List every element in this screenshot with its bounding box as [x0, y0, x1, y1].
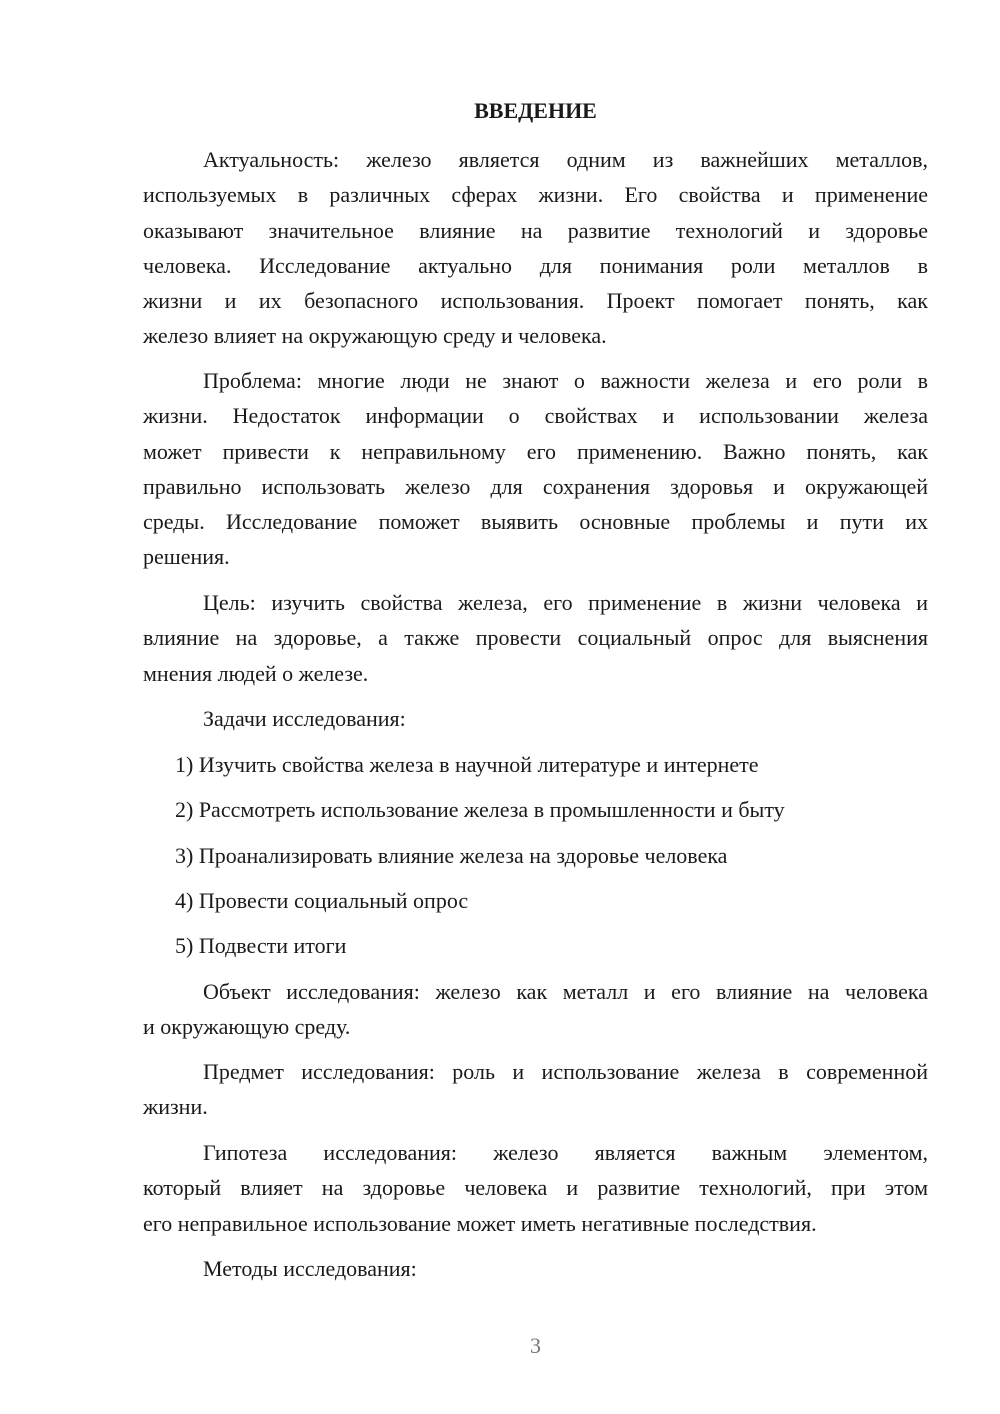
text-line: Предмет исследования: роль и использование железа в современной	[203, 1059, 928, 1084]
paragraph-problem	[143, 363, 928, 575]
text-line: Задачи исследования:	[203, 706, 406, 731]
text-line: решения.	[143, 544, 230, 570]
text-line: оказывают значительное влияние на развитие технологий и здоровье	[143, 217, 928, 243]
text-line: жизни.	[143, 1094, 208, 1120]
text-line: Актуальность: железо является одним из важнейших металлов,	[203, 147, 928, 172]
text-line: который влияет на здоровье человека и развитие технологий, при этом	[143, 1175, 928, 1201]
text-line: его неправильное использование может иметь негативные последствия.	[143, 1210, 817, 1236]
text-line: Гипотеза исследования: железо является важным элементом,	[203, 1140, 928, 1165]
page-number: 3	[530, 1333, 541, 1358]
text-line: используемых в различных сферах жизни. Его свойства и применение	[143, 182, 928, 208]
text-line: жизни и их безопасного использования. Проект помогает понять, как	[143, 288, 928, 314]
paragraph-tasks-heading	[143, 701, 928, 736]
section-title: ВВЕДЕНИЕ	[474, 98, 597, 123]
text-line: Объект исследования: железо как металл и его влияние на человека	[203, 979, 928, 1004]
text-line: среды. Исследование поможет выявить основные проблемы и пути их	[143, 509, 928, 535]
task-list-item: 4) Провести социальный опрос	[175, 888, 469, 913]
paragraph-goal	[143, 585, 928, 691]
text-line: железо влияет на окружающую среду и человека.	[143, 323, 607, 349]
text-line: может привести к неправильному его применению. Важно понять, как	[143, 438, 928, 464]
paragraph-subject	[143, 1054, 928, 1125]
text-line: жизни. Недостаток информации о свойствах и использовании железа	[143, 403, 928, 429]
text-line: Цель: изучить свойства железа, его применение в жизни человека и	[203, 590, 928, 615]
text-line: мнения людей о железе.	[143, 660, 369, 686]
task-list-item: 5) Подвести итоги	[175, 933, 347, 958]
text-line: и окружающую среду.	[143, 1014, 351, 1040]
text-line: Методы исследования:	[203, 1256, 417, 1281]
paragraph-methods-heading	[143, 1251, 928, 1286]
text-line: правильно использовать железо для сохранения здоровья и окружающей	[143, 473, 928, 499]
text-line: человека. Исследование актуально для понимания роли металлов в	[143, 252, 928, 278]
task-list-item: 3) Проанализировать влияние железа на здоровье человека	[175, 843, 728, 868]
task-list-item: 2) Рассмотреть использование железа в промышленности и быту	[175, 797, 785, 822]
text-line: Проблема: многие люди не знают о важности железа и его роли в	[203, 368, 928, 393]
task-list-item: 1) Изучить свойства железа в научной литературе и интернете	[175, 752, 759, 777]
paragraph-relevance	[143, 142, 928, 354]
text-line: влияние на здоровье, а также провести социальный опрос для выяснения	[143, 625, 928, 651]
paragraph-object	[143, 974, 928, 1045]
paragraph-hypothesis	[143, 1135, 928, 1241]
